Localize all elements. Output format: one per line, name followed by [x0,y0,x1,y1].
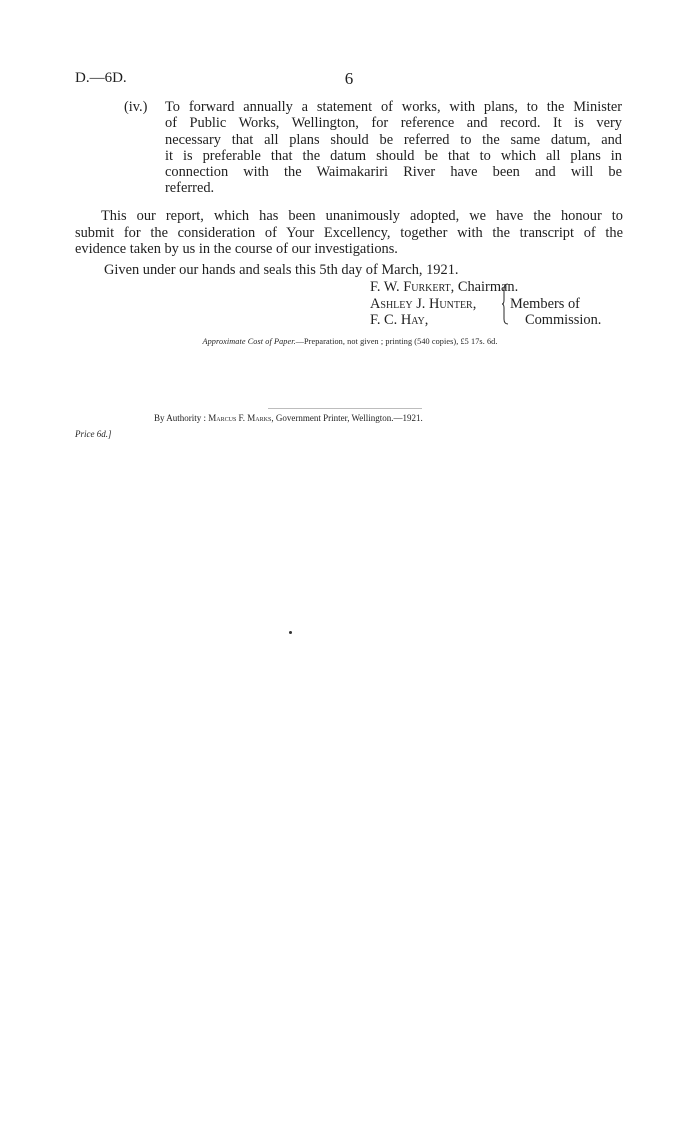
authority-suffix: Government Printer, Wellington.—1921. [275,413,423,423]
chairman-role: Chairman. [457,279,519,295]
item-line: necessary that all plans should be referred to the same datum, and [165,131,622,148]
item-line: of Public Works, Wellington, for reference and record. It is very [165,115,622,132]
cost-text: —Preparation, not given ; printing (540 copies), £5 17s. 6d. [295,337,498,346]
member-name: F. C. Hay, [370,312,429,328]
item-line: it is preferable that the datum should be that to which all plans in [165,147,622,164]
commission-label: Commission. [525,312,602,328]
report-paragraph [75,208,623,258]
cost-label: Approximate Cost of Paper. [202,337,296,346]
brace-icon [502,283,510,325]
authority-line [154,413,554,423]
cost-of-paper [0,337,700,346]
member-name: Ashley J. Hunter, [370,295,477,312]
report-line: submit for the consideration of Your Excellency, together with the transcript of the [75,224,623,241]
list-item-iv [124,99,622,197]
list-item-text [165,99,622,197]
chairman-name: F. W. Furkert, [370,279,455,295]
report-line: This our report, which has been unanimously adopted, we have the honour to [101,208,623,224]
item-line: To forward annually a statement of works, with plans, to the Minister [165,99,622,115]
price-label: Price 6d.] [75,429,112,439]
printer-name: Marcus F. Marks, [208,413,274,423]
list-item-label: (iv.) [124,99,148,115]
given-line: Given under our hands and seals this 5th day of March, 1921. [104,262,459,278]
members-label: Members of [510,295,580,312]
ink-speck [289,631,292,634]
signature-block [370,279,630,329]
page-header [75,70,623,90]
document-reference: D.—6D. [75,70,127,86]
page-number: 6 [344,69,354,88]
report-line: evidence taken by us in the course of our investigations. [75,241,398,257]
item-line: referred. [165,180,215,197]
divider-rule [268,408,422,409]
authority-prefix: By Authority : [154,413,207,423]
item-line: connection with the Waimakariri River have been and will be [165,164,622,181]
